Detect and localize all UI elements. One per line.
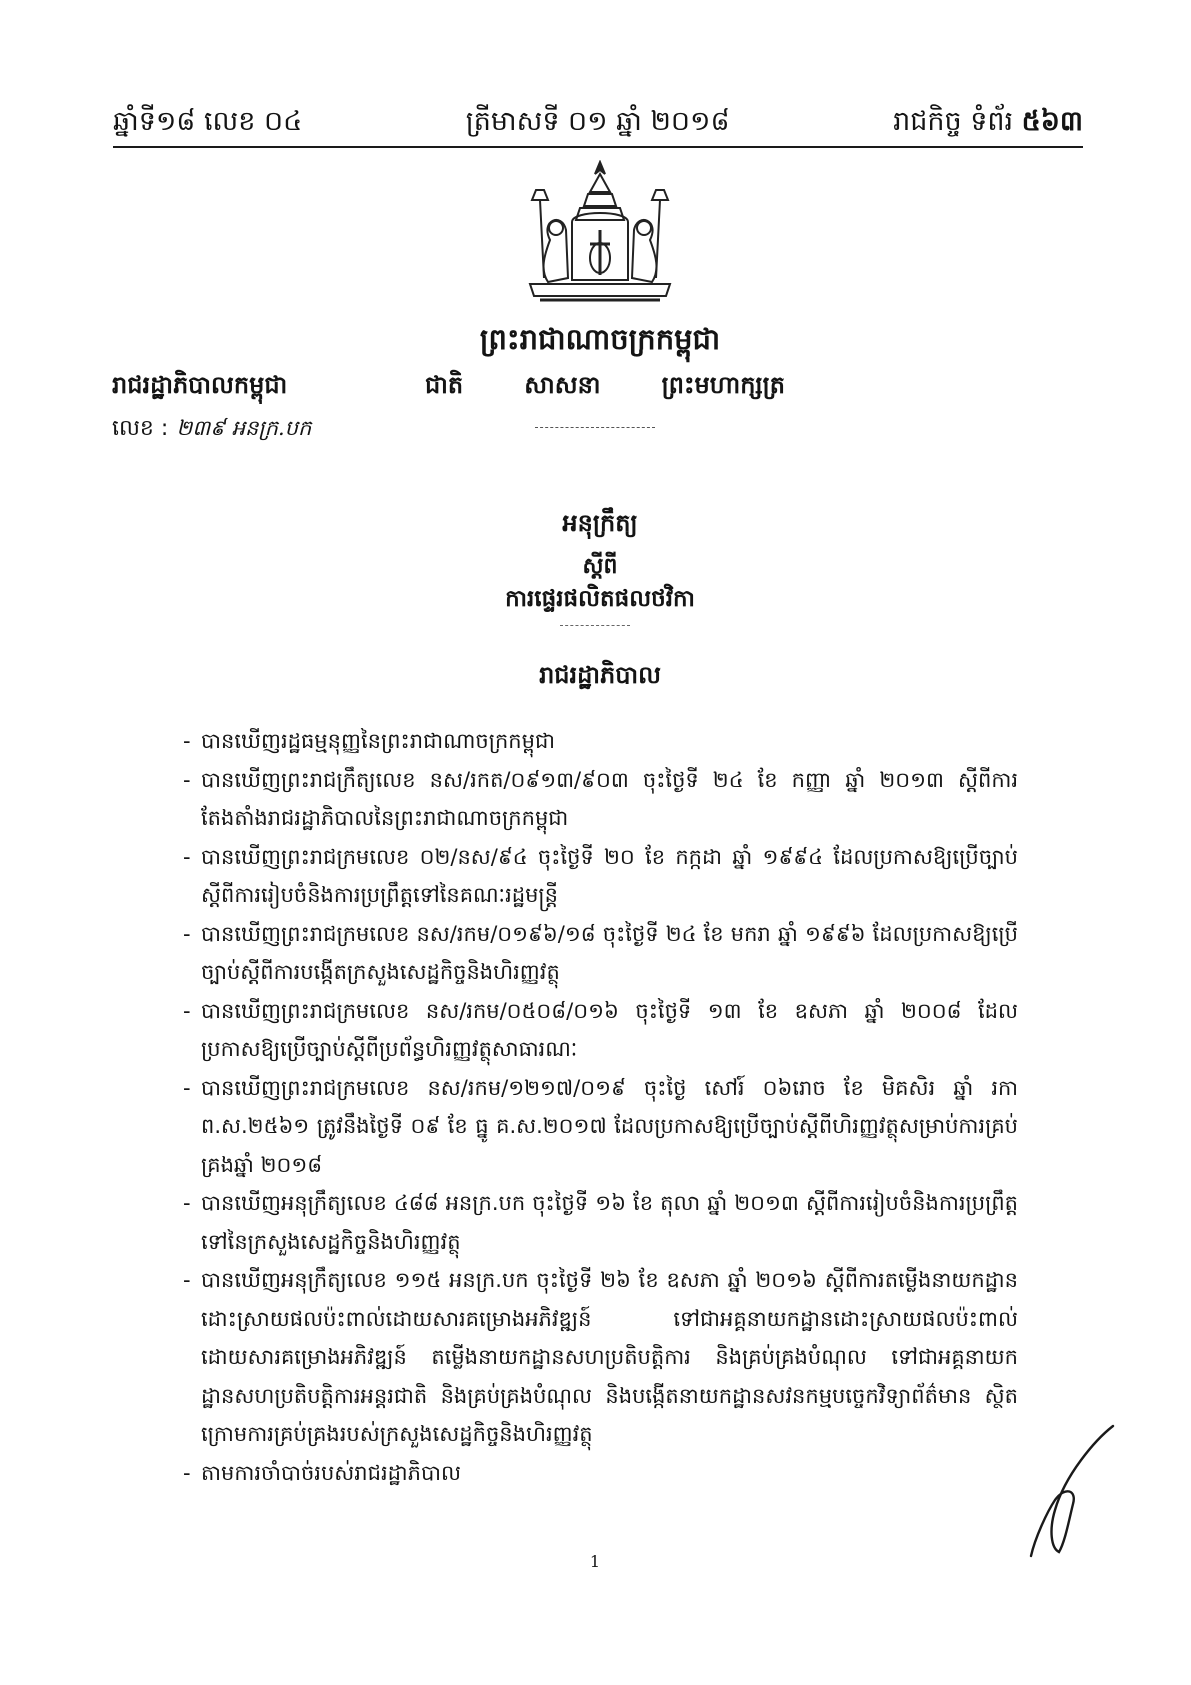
preamble-clauses	[183, 722, 1018, 1492]
header-rule	[113, 146, 1083, 148]
document-type: អនុក្រឹត្យ	[562, 509, 638, 537]
national-motto	[425, 370, 785, 405]
clause-item: - បានឃើញអនុក្រឹត្យលេខ ១១៥ អនក្រ.បក ចុះថ្ងៃទី ២៦ ខែ ឧសភា ឆ្នាំ ២០១៦ ស្តីពីការតម្លើងនាយកដ្ឋានដោះស្រាយផលប៉ះពាល់ដោយសារគម្រោងអភិវឌ្ឍន៍ ទៅជាអគ្គនាយកដ្ឋានដោះស្រាយផលប៉ះពាល់ដោយសារគម្រោងអភិវឌ្ឍន៍ តម្លើងនាយកដ្ឋានសហប្រតិបត្តិការ និងគ្រប់គ្រងបំណុល ទៅជាអគ្គនាយកដ្ឋានសហប្រតិបត្តិការអន្តរជាតិ និងគ្រប់គ្រងបំណុល និងបង្កើតនាយកដ្ឋានសវនកម្មបច្ចេកវិទ្យាព័ត៌មាន ស្ថិតក្រោមការគ្រប់គ្រងរបស់ក្រសួងសេដ្ឋកិច្ចនិងហិរញ្ញវត្ថុ	[183, 1261, 1018, 1454]
government-name: រាជរដ្ឋាភិបាលកម្ពុជា	[112, 371, 288, 399]
clause-item: - បានឃើញព្រះរាជក្រឹត្យលេខ នស/រកត/០៩១៣/៩០៣ ចុះថ្ងៃទី ២៤ ខែ កញ្ញា ឆ្នាំ ២០១៣ ស្តីពីការតែងតាំងរាជរដ្ឋាភិបាលនៃព្រះរាជាណាចក្រកម្ពុជា	[183, 761, 1018, 838]
clause-item: - បានឃើញអនុក្រឹត្យលេខ ៤៨៨ អនក្រ.បក ចុះថ្ងៃទី ១៦ ខែ តុលា ឆ្នាំ ២០១៣ ស្តីពីការរៀបចំនិងការប្រព្រឹត្តទៅនៃក្រសួងសេដ្ឋកិច្ចនិងហិរញ្ញវត្ថុ	[183, 1184, 1018, 1261]
motto-nation: ជាតិ	[425, 371, 464, 399]
title-divider	[560, 625, 630, 626]
motto-divider	[535, 427, 655, 428]
document-about: ស្តីពី	[582, 554, 618, 579]
kingdom-title: ព្រះរាជាណាចក្រកម្ពុជា	[479, 322, 721, 356]
gazette-page-label: រាជកិច្ច ទំព័រ	[893, 105, 1014, 137]
gazette-page	[893, 106, 1083, 138]
document-number-value: ២៣៩ អនក្រ.បក	[176, 416, 312, 440]
issue-number: ឆ្នាំទី១៨ លេខ ០៤	[113, 105, 303, 137]
clause-item: - តាមការចាំបាច់របស់រាជរដ្ឋាភិបាល	[183, 1454, 1018, 1493]
clause-item: - បានឃើញព្រះរាជក្រមលេខ នស/រកម/០១៩៦/១៨ ចុះថ្ងៃទី ២៤ ខែ មករា ឆ្នាំ ១៩៩៦ ដែលប្រកាសឱ្យប្រើច្បាប់ស្តីពីការបង្កើតក្រសួងសេដ្ឋកិច្ចនិងហិរញ្ញវត្ថុ	[183, 915, 1018, 992]
motto-king: ព្រះមហាក្សត្រ	[661, 371, 785, 399]
signature-mark	[1025, 1420, 1120, 1560]
gazette-page-number: ៥៦៣	[1021, 105, 1083, 137]
issuer-heading: រាជរដ្ឋាភិបាល	[539, 661, 661, 689]
clause-item: - បានឃើញព្រះរាជក្រមលេខ នស/រកម/០៥០៨/០១៦ ចុះថ្ងៃទី ១៣ ខែ ឧសភា ឆ្នាំ ២០០៨ ដែលប្រកាសឱ្យប្រើច្បាប់ស្តីពីប្រព័ន្ធហិរញ្ញវត្ថុសាធារណៈ	[183, 992, 1018, 1069]
document-subject: ការផ្ទេរផលិតផលថវិកា	[505, 586, 695, 612]
document-number-label: លេខ :	[112, 416, 169, 441]
quarter-date: ត្រីមាសទី ០១ ឆ្នាំ ២០១៨	[465, 105, 730, 137]
document-number	[112, 414, 311, 446]
clause-item: - បានឃើញព្រះរាជក្រមលេខ នស/រកម/១២១៧/០១៩ ចុះថ្ងៃ សៅរ៍ ០៦រោច ខែ មិគសិរ ឆ្នាំ រកា ព.ស.២៥៦១ ត្រូវនឹងថ្ងៃទី ០៩ ខែ ធ្នូ គ.ស.២០១៧ ដែលប្រកាសឱ្យប្រើច្បាប់ស្តីពីហិរញ្ញវត្ថុសម្រាប់ការគ្រប់គ្រងឆ្នាំ ២០១៨	[183, 1069, 1018, 1185]
motto-religion: សាសនា	[524, 371, 601, 399]
gazette-header	[113, 88, 1083, 138]
clause-item: - បានឃើញព្រះរាជក្រមលេខ ០២/នស/៩៤ ចុះថ្ងៃទី ២០ ខែ កក្កដា ឆ្នាំ ១៩៩៤ ដែលប្រកាសឱ្យប្រើច្បាប់ស្តីពីការរៀបចំនិងការប្រព្រឹត្តទៅនៃគណៈរដ្ឋមន្ត្រី	[183, 838, 1018, 915]
page-number: 1	[589, 1552, 601, 1571]
royal-emblem-icon	[510, 160, 690, 315]
clause-item: - បានឃើញរដ្ឋធម្មនុញ្ញនៃព្រះរាជាណាចក្រកម្ពុជា	[183, 722, 1018, 761]
